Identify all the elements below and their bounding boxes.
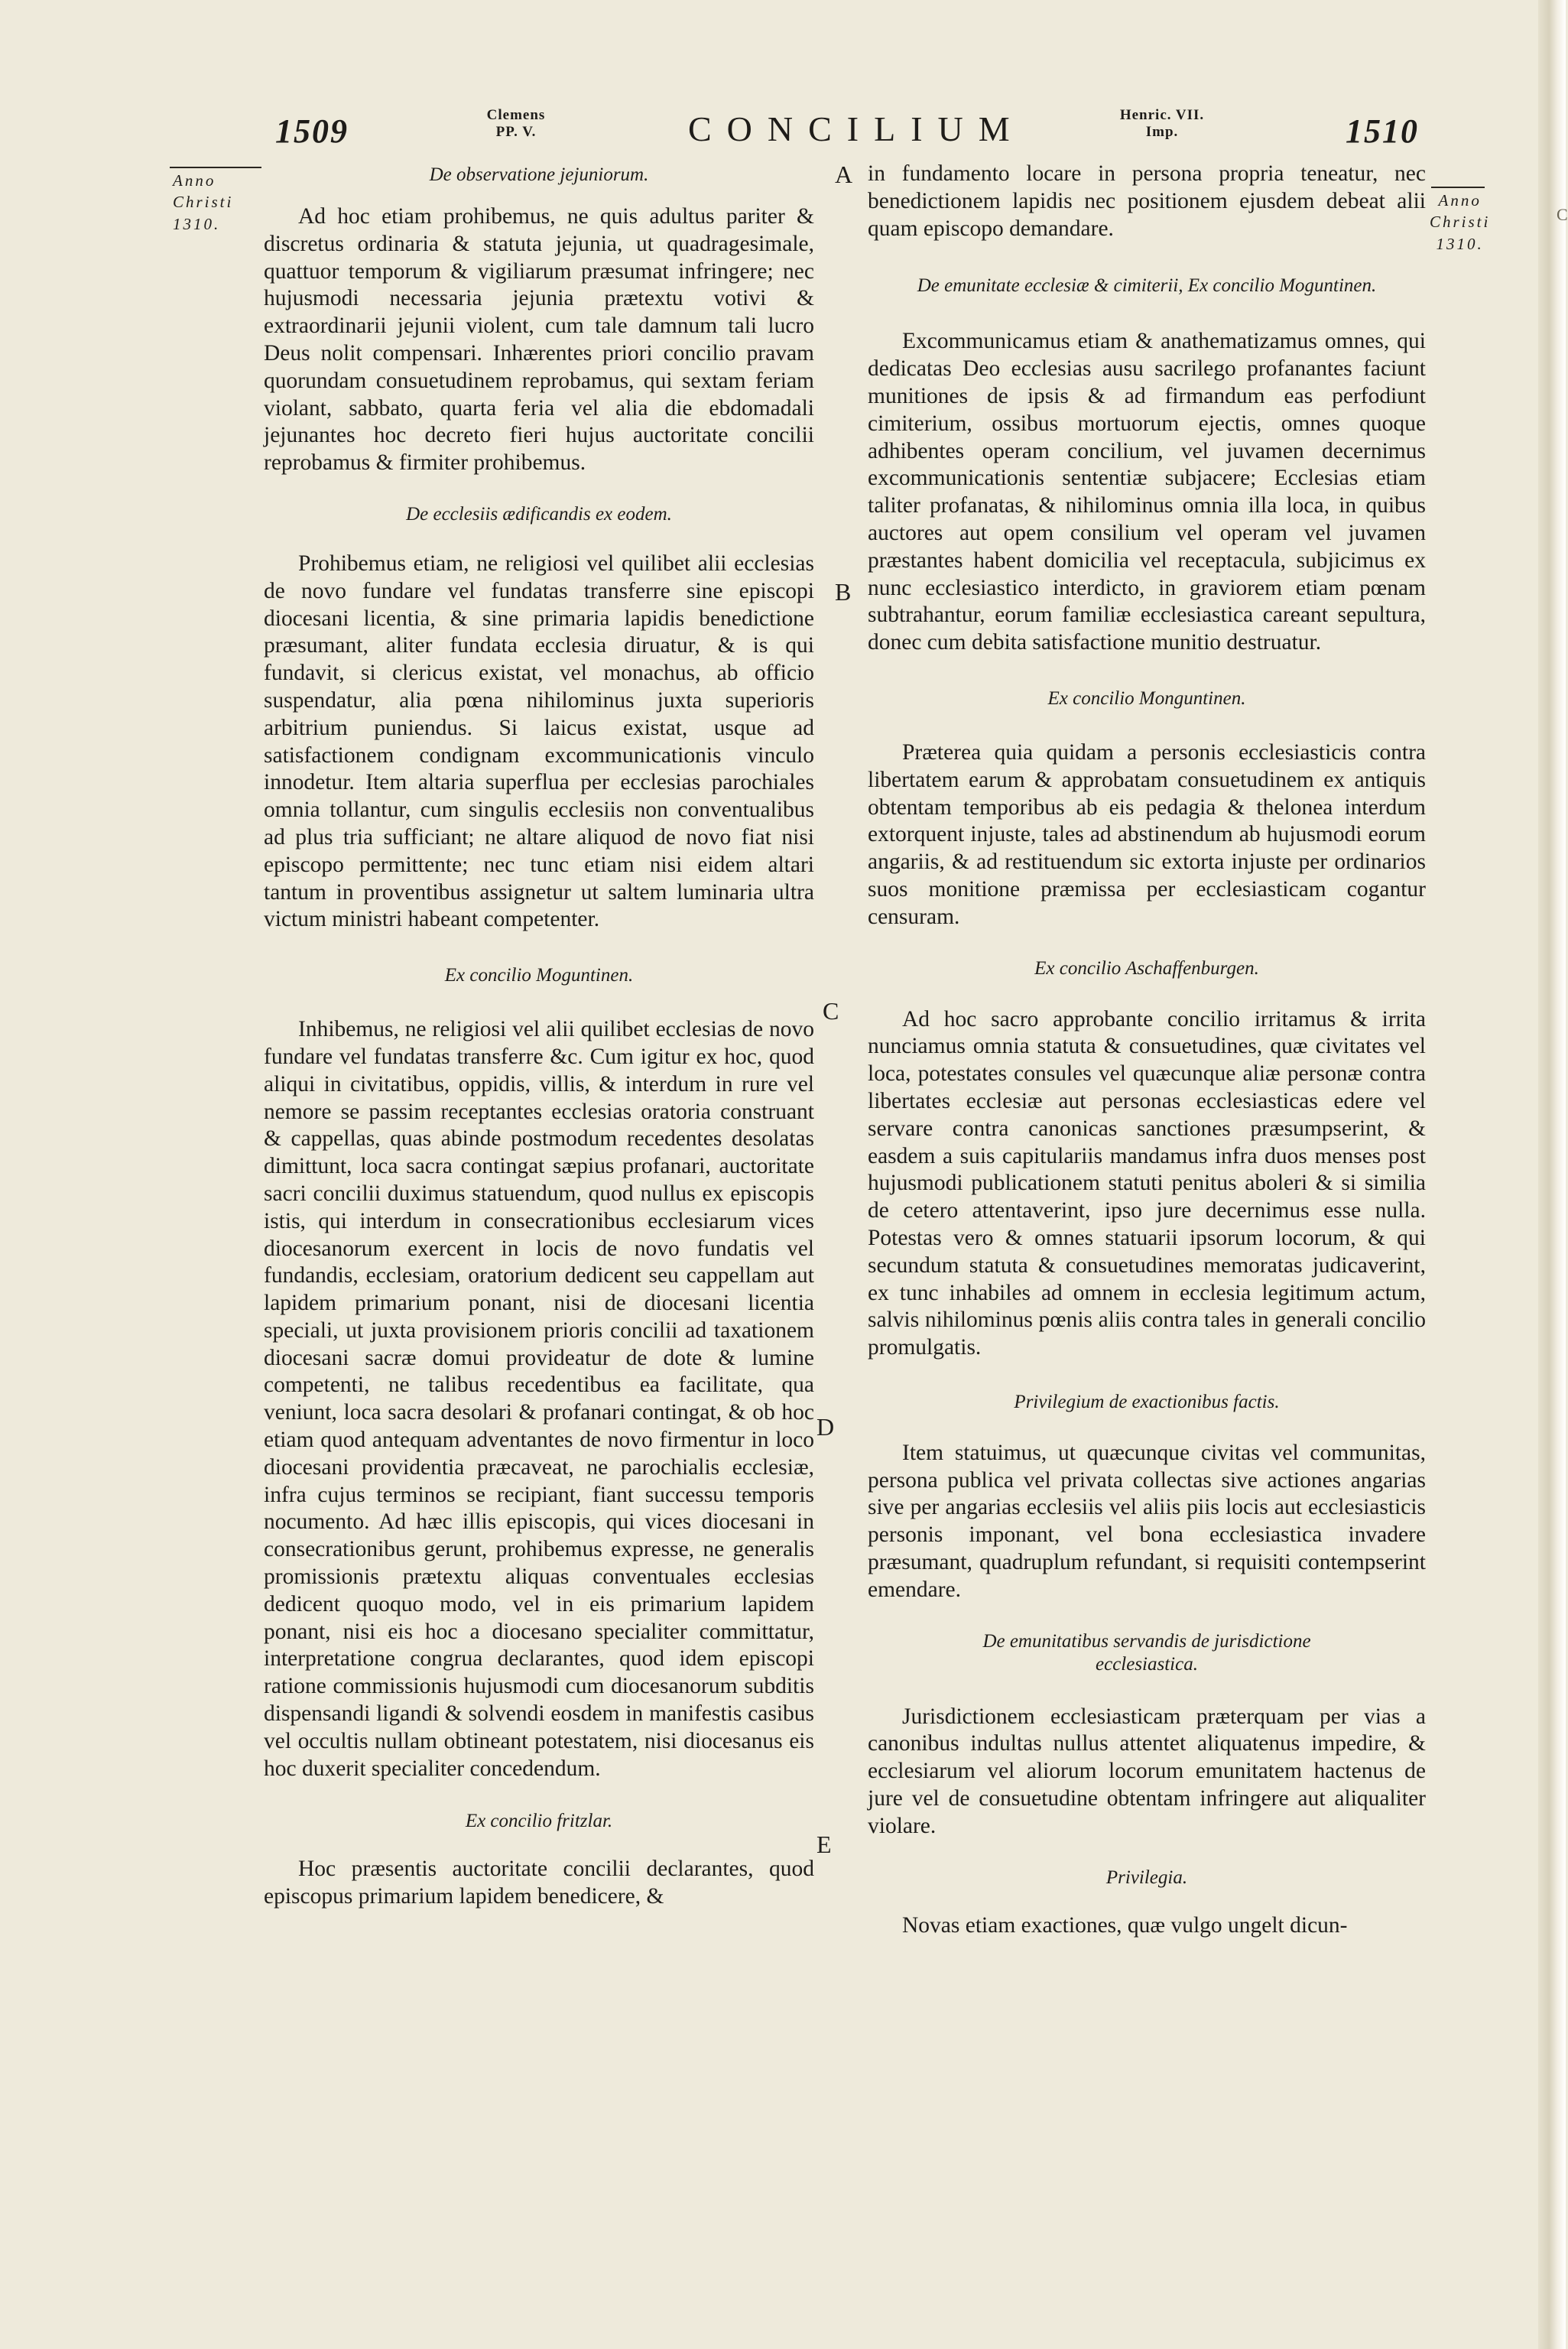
margin-anno-right: Anno [1438,191,1482,210]
paragraph-jejunia: Ad hoc etiam prohibemus, ne quis adultus pariter & discretus ordinaria & statuta jejunia, ut quadragesimale, quattuor temporum & vigiliarum præsumat infringere; nec hujusmodi necessaria jejunia prætextu votivi & extraordinarii jejunii violent, cum tale damnum tali lucro Deus nolit compensari. Inhærentes priori concilio pravam quorundam consuetudinem reprobamus, qui sextam feriam violant, sabbato, quarta feria vel alia die ebdomadali jejunantes hoc decreto fieri hujus auctoritate concilii reprobamus & firmiter prohibemus. [264,204,814,476]
heading-de-ecclesiis-aedificandis: De ecclesiis ædificandis ex eodem. [406,503,672,525]
running-title: CONCILIUM [688,109,1025,148]
pope-heading [459,107,573,141]
emperor-title: Imp. [1145,123,1179,140]
emperor-heading [1101,107,1223,141]
heading-ex-concilio-monguntinen: Ex concilio Monguntinen. [1047,687,1246,709]
heading-ex-concilio-fritzlar: Ex concilio fritzlar. [465,1811,613,1832]
margin-christi-left: Christi [173,193,234,212]
margin-anno-left: Anno [173,171,216,190]
paragraph-item-statuimus: Item statuimus, ut quæcunque civitas vel communitas, persona publica vel privata collectas sive actiones angarias sive per angarias ecclesiis vel aliis piis locis aut ecclesiasticis personis imponant, vel bona ecclesiastica invadere præsumant, quadruplum refundant, si requisiti contempserint emendare. [868,1440,1426,1602]
heading-privilegium-de-exactionibus: Privilegium de exactionibus factis. [1014,1391,1280,1412]
margin-year-left [173,170,233,235]
margin-christi-right: Christi [1430,213,1491,232]
heading-ex-concilio-moguntinen: Ex concilio Moguntinen. [444,965,634,986]
margin-year-number-right: 1310. [1436,234,1484,253]
paragraph-praeterea: Præterea quia quidam a personis ecclesiasticis contra libertatem earum & approbatam consuetudinem ex antiquis obtentam temporibus ab eis pedagia & thelonea interdum extorquent injuste, tales ad abstinendum ab hujusmodi eorum angariis, & ad restituendum sic extorta injuste per ordinarios suos monitione præmissa per ecclesiasticam cogantur censuram. [868,739,1426,929]
heading-de-emunitate-ecclesiae: De emunitate ecclesiæ & cimiterii, Ex concilio Moguntinen. [917,275,1377,297]
paragraph-continuation: in fundamento locare in persona propria teneatur, nec benedictionem lapidis nec positionem ejusdem debeat alii quam episcopo demandare. [868,161,1426,241]
section-marker-d: D [816,1413,835,1441]
margin-rule-right [1431,187,1485,188]
paragraph-hoc-praesentis: Hoc præsentis auctoritate concilii declarantes, quod episcopus primarium lapidem benedicere, & [264,1857,814,1909]
heading-privilegia: Privilegia. [1105,1867,1188,1888]
margin-year-right [1430,190,1490,255]
right-column [868,161,1426,1939]
paragraph-novas-exactiones: Novas etiam exactiones, quæ vulgo ungelt dicun- [902,1912,1348,1938]
paragraph-inhibemus: Inhibemus, ne religiosi vel alii quilibet ecclesias de novo fundare vel fundatas transferre &c. Cum igitur ex hoc, quod aliqui in civitatibus, oppidis, villis, & interdum in rure vel nemore se passim receptantes ecclesias oratoria construant & cappellas, quas abinde postmodum recedentes desolatas dimittunt, loca sacra contingat sæpius profanari, auctoritate sacri concilii duximus statuendum, quod nullus ex episcopis istis, qui interdum in consecrationibus ecclesiarum vices diocesanorum exercent in locis de novo fundatis vel fundandis, ecclesiam, oratorium dedicent seu cappellam aut lapidem primarium ponant, nisi de diocesani licentia speciali, ut juxta provisionem prioris concilii ad taxationem diocesani sacræ domui provideatur de dote & lumine competenti, ne talibus recedentibus ea facilitate, qua veniunt, loca sacra desolari & profanari contingat, & ob hoc etiam quod antequam adventantes de novo firmentur in loco diocesani providentia præcaveat, ne parochialis ecclesiæ, infra cujus terminos se recipiant, fiant successu temporis nocumento. Ad hæc illis episcopis, qui vices diocesani in consecrationibus gerunt, prohibemus expresse, ne generalis promissionis prætextu aliquas conventuales ecclesias dedicent quoquo modo, vel in eis primarium lapidem ponant, nisi eis hoc a diocesano specialiter committatur, interpretatione congrua declarantes, quod idem episcopi ratione commissionis hujusmodi cum diocesanorum subditis dispensandi ligandi & solvendi eosdem in manifestis casibus vel occultis nullam obtineant potestatem, nisi diocesanus eis hoc duxerit specialiter concedendum. [264,1017,814,1781]
heading-ex-concilio-aschaffenburgen: Ex concilio Aschaffenburgen. [1034,957,1259,979]
pope-title: PP. V. [495,123,537,140]
section-marker-c: C [823,997,839,1025]
paragraph-excommunicamus: Excommunicamus etiam & anathematizamus omnes, qui dedicatas Deo ecclesias ausu sacrilego profanantes faciunt munitiones de ipsis & ad firmandum eas perfodiunt cimiterium, ossibus mortuorum ejectis, omnes quoque adhibentes operam concilium, vel juvamen decernimus excommunicationis sententiæ subjacere; Ecclesias etiam taliter profanatas, & nihilominus omnia illa loca, in quibus auctores aut opem consilium vel operam vel juvamen præstantes habent domicilia vel receptacula, subjicimus ex nunc ecclesiastico interdicto, in graviorem etiam pœnam subtrahantur, eorum familiæ ecclesiastica careant sepultura, donec cum debita satisfactione munitio destruatur. [868,329,1426,655]
section-marker-a: A [835,161,853,188]
section-marker-e: E [816,1831,832,1858]
paragraph-ad-hoc-sacro: Ad hoc sacro approbante concilio irritamus & irrita nunciamus omnia statuta & consuetudines, quæ civitates vel loca, potestates consules vel quæcunque aliæ personæ contra libertates ecclesiæ aut personas ecclesiasticas edere vel servare contra canonicas sanctiones præsumpserint, & easdem a suis capitulariis mandamus infra duos menses post hujusmodi publicationem statuti penitus aboleri & si similia de cetero attentaverint, ipso jure decernimus esse nulla. Potestas vero & omnes statuarii ipsorum locorum, & qui secundum statuta & consuetudines memoratas judicaverint, ex tunc inhabiles ad omnem in ecclesia legitimum actum, salvis nihilominus pœnis aliis contra tales in generali concilio promulgatis. [868,1006,1426,1360]
paragraph-jurisdictionem: Jurisdictionem ecclesiasticam præterquam per vias a canonibus indultas nullus attentet aliquatenus impedire, & ecclesiarum vel aliorum locorum emunitatem hactenus de jure vel de consuetudine obtentam infringere aut aliqualiter violare. [868,1704,1426,1838]
heading-de-observatione-jejuniorum: De observatione jejuniorum. [429,164,649,185]
section-marker-b: B [835,578,852,606]
page-edge [1538,0,1566,2349]
edge-letter: C [1557,205,1568,224]
pope-name: Clemens [486,107,546,123]
margin-year-number-left: 1310. [173,214,221,233]
page-number-left: 1509 [275,112,349,150]
page-number-right: 1510 [1346,112,1419,150]
paragraph-ecclesiae-fundandae: Prohibemus etiam, ne religiosi vel quilibet alii ecclesias de novo fundare vel fundatas transferre sine episcopi diocesani licentia, & sine primaria lapidis benedictione præsumant, aliter fundata ecclesia diruatur, & is qui fundavit, si clericus existat, vel monachus, ab officio suspendatur, alia pœna nihilominus juxta superioris arbitrium puniendus. Si laicus existat, usque ad satisfactionem condignam excommunicationis vinculo innodetur. Item altaria superflua per ecclesias parochiales omnia tollantur, cum singulis ecclesiis non conventualibus ad plus tria sufficiant; ne altare aliquod de novo fiat nisi episcopo permittente; nec tunc etiam nisi eidem altari tantum in proventibus assignetur ut saltem luminaria ultra victum ministri habeant competenter. [264,551,814,932]
heading-de-emunitatibus-servandis: De emunitatibus servandis de jurisdictione ecclesiastica. [982,1630,1311,1675]
emperor-name: Henric. VII. [1119,107,1205,123]
margin-rule-left [170,167,261,168]
left-column [264,161,814,1911]
